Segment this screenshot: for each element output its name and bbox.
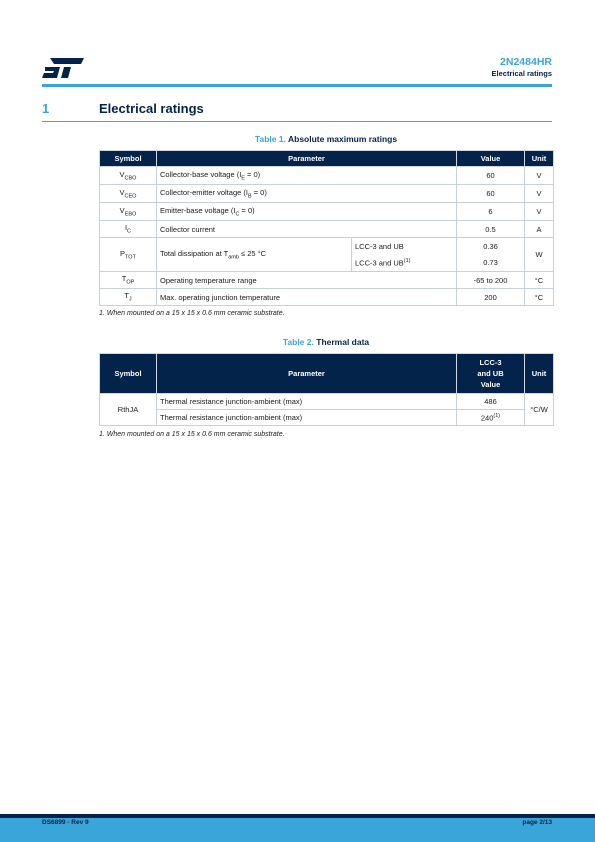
unit-cell: °C xyxy=(525,289,554,306)
symbol-cell: $V_{CEO}$ xyxy=(100,185,157,203)
unit-cell: °C/W xyxy=(525,394,554,426)
header-rule xyxy=(42,84,552,87)
table-row xyxy=(100,203,554,221)
col-value: Value xyxy=(457,151,525,167)
col-unit: Unit xyxy=(525,151,554,167)
header-section-title: Electrical ratings xyxy=(491,69,552,78)
table-row xyxy=(100,394,554,410)
page-number: page 2/13 xyxy=(522,819,552,826)
table-row xyxy=(100,272,554,289)
thermal-data-table xyxy=(99,353,554,426)
value-cell: 6 xyxy=(457,203,525,221)
value-cell: 60 xyxy=(457,167,525,185)
table-row xyxy=(100,238,554,255)
symbol-cell: $P_{TOT}$ xyxy=(100,238,157,272)
table2-caption-text: Thermal data xyxy=(316,337,370,347)
value-cell: 0.36 xyxy=(457,238,525,255)
package-cell: LCC-3 and UB$^{(1)}$ xyxy=(352,255,457,272)
table-row xyxy=(100,410,554,426)
table-row xyxy=(100,185,554,203)
table1-caption-number: Table 1. xyxy=(254,134,286,144)
parameter-cell: Emitter-base voltage $(I_C = 0)$ xyxy=(157,203,457,221)
table1-caption xyxy=(99,134,553,144)
symbol-cell: $I_C$ xyxy=(100,221,157,238)
value-cell: -65 to 200 xyxy=(457,272,525,289)
unit-cell: V xyxy=(525,185,554,203)
value-cell: 0.5 xyxy=(457,221,525,238)
table-header-row xyxy=(100,354,554,394)
col-value: LCC-3 and UB Value xyxy=(457,354,525,394)
parameter-cell: Thermal resistance junction-ambient (max) xyxy=(157,394,457,410)
document-id: DS6899 - Rev 9 xyxy=(42,819,89,826)
parameter-cell: Collector-base voltage $(I_E = 0)$ xyxy=(157,167,457,185)
table2-caption-number: Table 2. xyxy=(282,337,314,347)
package-cell: LCC-3 and UB xyxy=(352,238,457,255)
table-row xyxy=(100,289,554,306)
parameter-cell: Total dissipation at $T_{amb} \le 25$ °C xyxy=(157,238,352,272)
section-number: 1 xyxy=(42,101,50,116)
unit-cell: V xyxy=(525,167,554,185)
value-cell: 200 xyxy=(457,289,525,306)
parameter-cell: Thermal resistance junction-ambient (max) xyxy=(157,410,457,426)
table-row xyxy=(100,167,554,185)
footer-rule xyxy=(0,814,595,818)
value-cell: 0.73 xyxy=(457,255,525,272)
symbol-cell: $V_{EBO}$ xyxy=(100,203,157,221)
table1-footnote: 1. When mounted on a 15 x 15 x 0.6 mm ceramic substrate. xyxy=(99,310,285,317)
parameter-cell: Collector-emitter voltage $(I_B = 0)$ xyxy=(157,185,457,203)
symbol-cell: $T_{OP}$ xyxy=(100,272,157,289)
page-header xyxy=(492,56,552,79)
col-parameter: Parameter xyxy=(157,354,457,394)
col-symbol: Symbol xyxy=(100,354,157,394)
symbol-cell: $T_J$ xyxy=(100,289,157,306)
page-footer xyxy=(0,814,595,842)
unit-cell: °C xyxy=(525,272,554,289)
section-rule xyxy=(42,121,552,122)
value-cell: 60 xyxy=(457,185,525,203)
col-symbol: Symbol xyxy=(100,151,157,167)
symbol-cell: $V_{CBO}$ xyxy=(100,167,157,185)
unit-cell: W xyxy=(525,238,554,272)
section-title: Electrical ratings xyxy=(99,101,204,116)
absolute-max-ratings-table xyxy=(99,150,554,306)
table-row xyxy=(100,221,554,238)
parameter-cell: Max. operating junction temperature xyxy=(157,289,457,306)
part-number: 2N2484HR xyxy=(500,56,552,68)
value-cell: 486 xyxy=(457,394,525,410)
symbol-cell: RthJA xyxy=(100,394,157,426)
table1-caption-text: Absolute maximum ratings xyxy=(287,134,398,144)
col-unit: Unit xyxy=(525,354,554,394)
unit-cell: V xyxy=(525,203,554,221)
parameter-cell: Operating temperature range xyxy=(157,272,457,289)
table2-caption xyxy=(99,337,553,347)
col-parameter: Parameter xyxy=(157,151,457,167)
parameter-cell: Collector current xyxy=(157,221,457,238)
table-header-row xyxy=(100,151,554,167)
value-cell: 240$^{(1)}$ xyxy=(457,410,525,426)
st-logo xyxy=(42,57,84,79)
table2-footnote: 1. When mounted on a 15 x 15 x 0.6 mm ceramic substrate. xyxy=(99,431,285,438)
unit-cell: A xyxy=(525,221,554,238)
